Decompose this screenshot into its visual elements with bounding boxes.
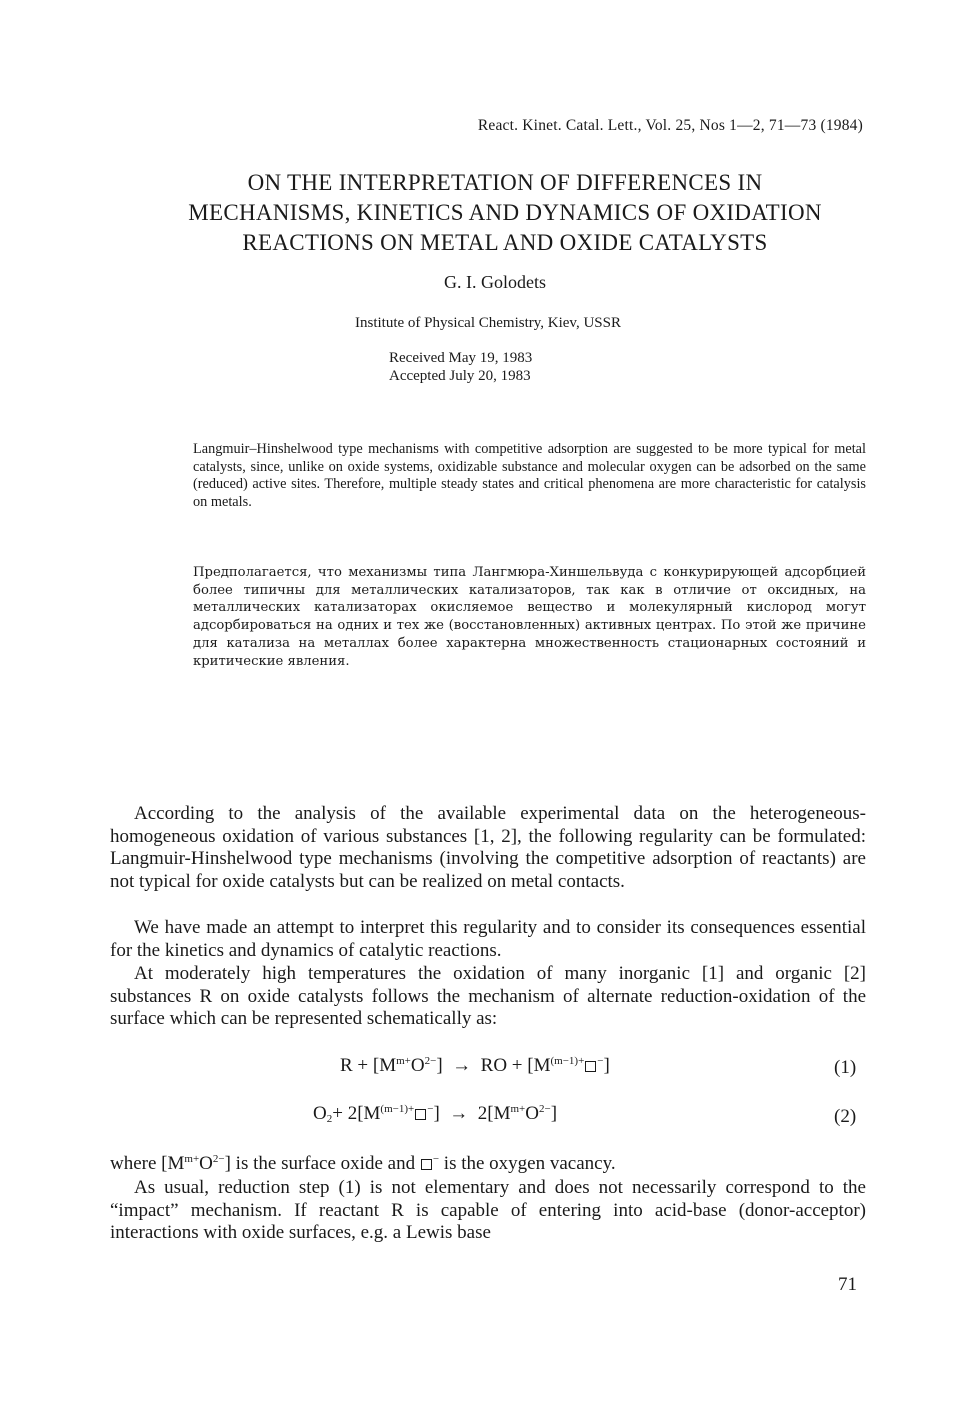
eq1-close-bracket: ] bbox=[436, 1055, 443, 1076]
eq1-oxygen: O bbox=[410, 1055, 425, 1076]
eq1-charge-m1: (m−1)+ bbox=[550, 1055, 585, 1067]
journal-reference: React. Kinet. Catal. Lett., Vol. 25, Nos 1—2, 71—73 (1984) bbox=[477, 117, 863, 134]
body-paragraph-2: We have made an attempt to interpret this regularity and to consider its consequences essential for the kinetics and dynamics of catalytic reactions. bbox=[110, 917, 866, 961]
body-paragraph-4: As usual, reduction step (1) is not elementary and does not necessarily correspond to the “impact” mechanism. If reactant R is capable of entering into acid-base (donor-acceptor) interactions with oxide surfaces, e.g. a Lewis base bbox=[110, 1177, 866, 1244]
vacancy-box-icon bbox=[585, 1061, 596, 1072]
eq1-charge-o: 2− bbox=[424, 1055, 437, 1067]
eq2-rhs-close: ] bbox=[550, 1103, 558, 1124]
eq1-vacancy-charge: − bbox=[597, 1055, 604, 1067]
eq1-rhs-close: ] bbox=[603, 1055, 610, 1076]
eq2-oxygen: O bbox=[313, 1103, 327, 1124]
title-line-3: REACTIONS ON METAL AND OXIDE CATALYSTS bbox=[242, 230, 768, 255]
received-date: Received May 19, 1983 bbox=[389, 350, 533, 366]
eq2-rhs: 2[M bbox=[477, 1103, 511, 1124]
equation-2 bbox=[313, 1103, 557, 1125]
body-paragraph-1: According to the analysis of the available experimental data on the heterogeneous-homogeneous oxidation of various substances [1, 2], the following regularity can be formulated: Langmuir-Hinshelwood type mechanisms (involving the competitive adsorption of reactants) are not typical for oxide catalysts but can be realized on metal contacts. bbox=[110, 803, 866, 892]
eq2-charge-m: m+ bbox=[510, 1103, 526, 1115]
abstract-english: Langmuir–Hinshelwood type mechanisms with competitive adsorption are suggested to be more typical for metal catalysts, since, unlike on oxide systems, oxidizable substance and molecular oxygen can be adsorbed on the same (reduced) active sites. Therefore, multiple steady states and critical phenomena are more characteristic for catalysis on metals. bbox=[193, 441, 866, 511]
where-part-b: ] is the surface oxide and bbox=[224, 1153, 416, 1174]
eq2-charge-m1: (m−1)+ bbox=[380, 1103, 415, 1115]
abstract-russian: Предполагается, что механизмы типа Лангмюра-Хиншельвуда с конкурирующей адсорбцией более типичны для металлических катализаторов, так как в отличие от оксидных, на металлических катализаторах окисляемое вещество и молекулярный кислород могут адсорбироваться на одних и тех же (восстановленных) активных центрах. По этой же причине для катализа на металлах более характерна множественность стационарных состояний и критические явления. bbox=[193, 565, 866, 669]
eq2-lhs: + 2[M bbox=[332, 1103, 381, 1124]
equation-1 bbox=[340, 1055, 610, 1077]
accepted-date: Accepted July 20, 1983 bbox=[389, 368, 531, 384]
article-title bbox=[100, 168, 910, 258]
equation-1-number: (1) bbox=[834, 1057, 857, 1078]
eq1-lhs: R + [M bbox=[340, 1055, 397, 1076]
title-line-1: ON THE INTERPRETATION OF DIFFERENCES IN bbox=[247, 170, 763, 195]
eq2-arrow: → bbox=[449, 1103, 469, 1124]
where-part-a: where [M bbox=[110, 1153, 185, 1174]
page-number: 71 bbox=[838, 1274, 857, 1295]
vacancy-box-icon bbox=[415, 1109, 426, 1120]
author-affiliation: Institute of Physical Chemistry, Kiev, USSR bbox=[355, 315, 621, 331]
where-charge-o: 2− bbox=[212, 1153, 225, 1165]
eq2-sub: 2 bbox=[326, 1113, 333, 1125]
eq1-rhs: RO + [M bbox=[480, 1055, 551, 1076]
author-name: G. I. Golodets bbox=[444, 272, 546, 292]
where-part-c: is the oxygen vacancy. bbox=[443, 1153, 616, 1174]
body-paragraph-3: At moderately high temperatures the oxidation of many inorganic [1] and organic [2] substances R on oxide catalysts follows the mechanism of alternate reduction-oxidation of the surface which can be represented schematically as: bbox=[110, 963, 866, 1030]
eq2-oxygen-rhs: O bbox=[525, 1103, 539, 1124]
eq2-close-bracket: ] bbox=[433, 1103, 440, 1124]
title-line-2: MECHANISMS, KINETICS AND DYNAMICS OF OXIDATION bbox=[188, 200, 822, 225]
vacancy-box-icon bbox=[421, 1159, 432, 1170]
eq2-vacancy-charge: − bbox=[427, 1103, 434, 1115]
eq1-charge-m: m+ bbox=[396, 1055, 411, 1067]
article-dates bbox=[389, 349, 532, 385]
where-oxygen: O bbox=[199, 1153, 213, 1174]
body-where-line bbox=[110, 1153, 866, 1176]
equation-2-number: (2) bbox=[834, 1106, 857, 1127]
where-vacancy-charge: − bbox=[432, 1153, 440, 1165]
where-charge-m: m+ bbox=[184, 1153, 200, 1165]
eq1-arrow: → bbox=[452, 1055, 472, 1076]
eq2-charge-o: 2− bbox=[539, 1103, 551, 1115]
